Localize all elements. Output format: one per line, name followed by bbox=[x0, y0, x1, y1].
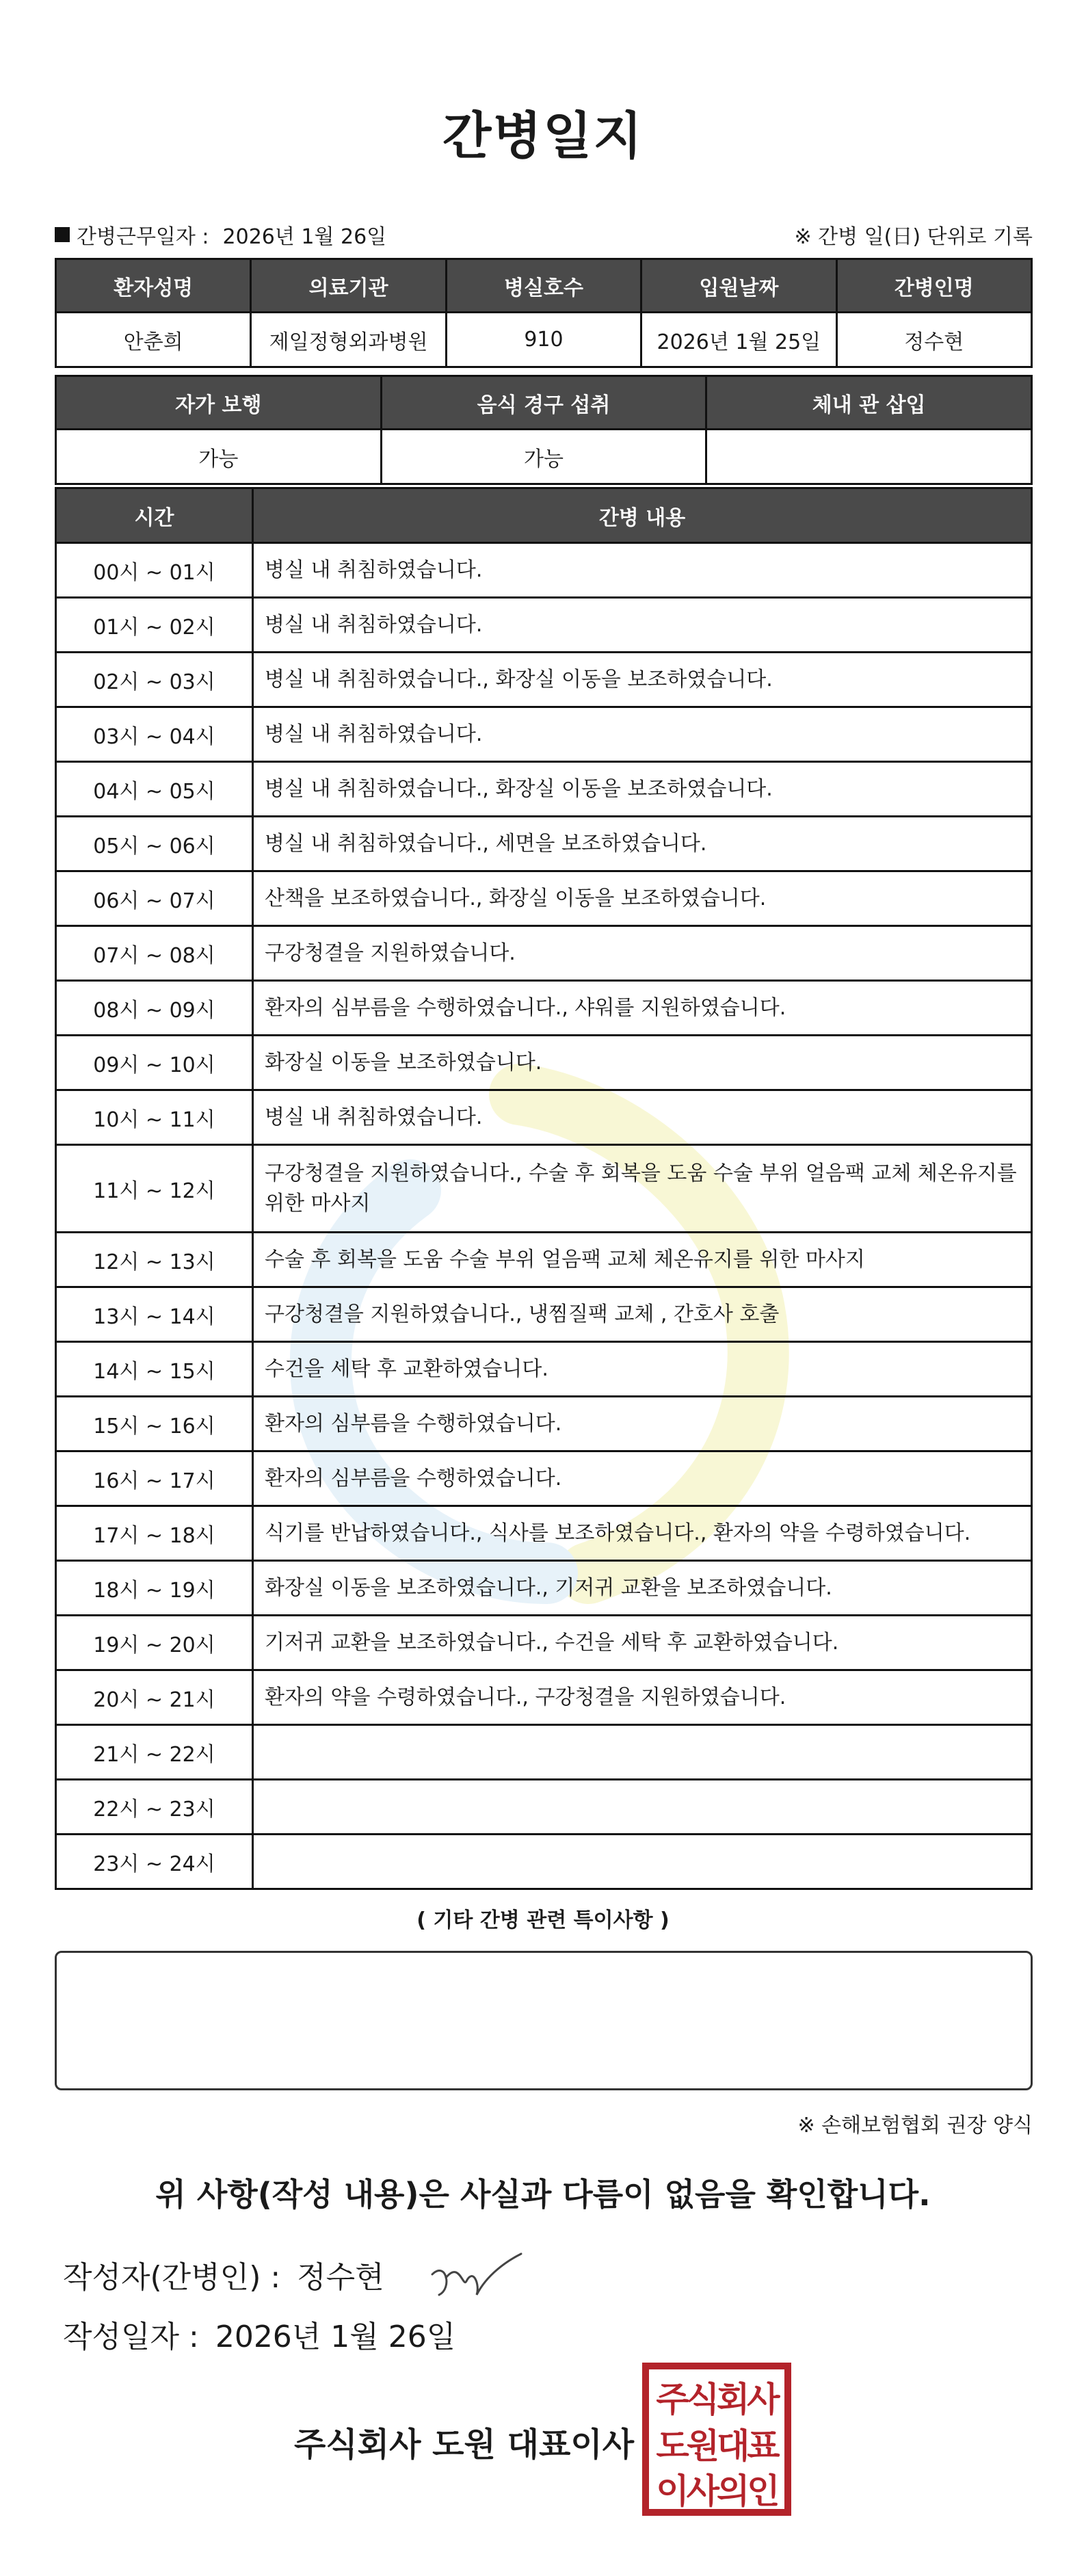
log-time: 09시 ~ 10시 bbox=[56, 1036, 253, 1090]
company-seal-icon bbox=[641, 2362, 792, 2516]
remarks-box bbox=[55, 1951, 1033, 2090]
log-content: 구강청결을 지원하였습니다. bbox=[253, 926, 1032, 981]
company-representative: 주식회사 도원 대표이사 bbox=[294, 2426, 635, 2464]
unit-note: ※ 간병 일(日) 단위로 기록 bbox=[794, 225, 1033, 249]
log-time: 11시 ~ 12시 bbox=[56, 1145, 253, 1233]
header-oral-intake: 음식 경구 섭취 bbox=[381, 376, 706, 430]
writer-name: 정수현 bbox=[297, 2260, 384, 2295]
log-row bbox=[56, 1506, 1032, 1561]
work-date-value: 2026년 1월 26일 bbox=[222, 225, 387, 249]
signature-icon bbox=[425, 2247, 528, 2302]
log-row bbox=[56, 1835, 1032, 1889]
log-row bbox=[56, 1561, 1032, 1616]
header-patient-name: 환자성명 bbox=[56, 259, 251, 313]
written-date-line bbox=[63, 2312, 455, 2356]
work-date-label: 간병근무일자 : bbox=[77, 225, 209, 249]
log-time: 23시 ~ 24시 bbox=[56, 1835, 253, 1889]
log-row bbox=[56, 598, 1032, 653]
log-time: 04시 ~ 05시 bbox=[56, 762, 253, 817]
black-square-icon bbox=[55, 227, 70, 242]
log-time: 07시 ~ 08시 bbox=[56, 926, 253, 981]
header-caregiver-name: 간병인명 bbox=[836, 259, 1031, 313]
log-time: 14시 ~ 15시 bbox=[56, 1342, 253, 1397]
log-row bbox=[56, 1090, 1032, 1145]
log-content: 병실 내 취침하였습니다., 세면을 보조하였습니다. bbox=[253, 817, 1032, 871]
document-title: 간병일지 bbox=[442, 107, 644, 166]
log-time: 03시 ~ 04시 bbox=[56, 707, 253, 762]
log-content: 병실 내 취침하였습니다. bbox=[253, 707, 1032, 762]
caregiver-name: 정수현 bbox=[836, 313, 1031, 367]
oral-intake-value: 가능 bbox=[381, 430, 706, 484]
log-time: 08시 ~ 09시 bbox=[56, 981, 253, 1036]
log-content: 환자의 심부름을 수행하였습니다., 샤워를 지원하였습니다. bbox=[253, 981, 1032, 1036]
log-content: 환자의 심부름을 수행하였습니다. bbox=[253, 1451, 1032, 1506]
confirmation-statement: 위 사항(작성 내용)은 사실과 다름이 없음을 확인합니다. bbox=[155, 2176, 931, 2213]
log-row bbox=[56, 543, 1032, 598]
log-content: 환자의 약을 수령하였습니다., 구강청결을 지원하였습니다. bbox=[253, 1670, 1032, 1725]
log-row bbox=[56, 1233, 1032, 1287]
log-content: 산책을 보조하였습니다., 화장실 이동을 보조하였습니다. bbox=[253, 871, 1032, 926]
log-row bbox=[56, 1287, 1032, 1342]
writer-line bbox=[63, 2247, 528, 2302]
log-content: 수건을 세탁 후 교환하였습니다. bbox=[253, 1342, 1032, 1397]
hospital-name: 제일정형외과병원 bbox=[251, 313, 446, 367]
self-walking-value: 가능 bbox=[56, 430, 382, 484]
log-content: 구강청결을 지원하였습니다., 냉찜질팩 교체 , 간호사 호출 bbox=[253, 1287, 1032, 1342]
log-row bbox=[56, 653, 1032, 707]
work-date-field bbox=[55, 220, 386, 250]
log-row bbox=[56, 981, 1032, 1036]
patient-name: 안춘희 bbox=[56, 313, 251, 367]
log-row bbox=[56, 1342, 1032, 1397]
log-time: 10시 ~ 11시 bbox=[56, 1090, 253, 1145]
log-time: 12시 ~ 13시 bbox=[56, 1233, 253, 1287]
header-self-walking: 자가 보행 bbox=[56, 376, 382, 430]
info-value-row bbox=[56, 313, 1032, 367]
log-row bbox=[56, 1036, 1032, 1090]
log-row bbox=[56, 871, 1032, 926]
log-time: 01시 ~ 02시 bbox=[56, 598, 253, 653]
patient-info-table bbox=[55, 258, 1033, 368]
header-room: 병실호수 bbox=[446, 259, 641, 313]
svg-text:도원대표: 도원대표 bbox=[656, 2426, 778, 2466]
meta-row bbox=[55, 218, 1033, 252]
log-body bbox=[56, 543, 1032, 1889]
log-time: 15시 ~ 16시 bbox=[56, 1397, 253, 1451]
admission-date: 2026년 1월 25일 bbox=[641, 313, 836, 367]
log-row bbox=[56, 1780, 1032, 1835]
log-content: 화장실 이동을 보조하였습니다. bbox=[253, 1036, 1032, 1090]
remarks-title: ( 기타 간병 관련 특이사항 ) bbox=[416, 1908, 670, 1932]
log-row bbox=[56, 1725, 1032, 1780]
log-time: 22시 ~ 23시 bbox=[56, 1780, 253, 1835]
svg-text:주식회사: 주식회사 bbox=[656, 2380, 778, 2419]
header-hospital: 의료기관 bbox=[251, 259, 446, 313]
log-time: 06시 ~ 07시 bbox=[56, 871, 253, 926]
log-time: 00시 ~ 01시 bbox=[56, 543, 253, 598]
status-header-row bbox=[56, 376, 1032, 430]
log-time: 02시 ~ 03시 bbox=[56, 653, 253, 707]
header-care-content: 간병 내용 bbox=[253, 488, 1032, 543]
log-row bbox=[56, 1670, 1032, 1725]
written-date-label: 작성일자 : bbox=[63, 2319, 199, 2354]
log-content bbox=[253, 1835, 1032, 1889]
log-content: 병실 내 취침하였습니다. bbox=[253, 543, 1032, 598]
tube-insertion-value bbox=[706, 430, 1032, 484]
log-row bbox=[56, 762, 1032, 817]
log-row bbox=[56, 1397, 1032, 1451]
log-content: 수술 후 회복을 도움 수술 부위 얼음팩 교체 체온유지를 위한 마사지 bbox=[253, 1233, 1032, 1287]
written-date-value: 2026년 1월 26일 bbox=[215, 2319, 456, 2354]
room-number: 910 bbox=[446, 313, 641, 367]
log-content bbox=[253, 1725, 1032, 1780]
header-tube-insertion: 체내 관 삽입 bbox=[706, 376, 1032, 430]
log-row bbox=[56, 817, 1032, 871]
log-row bbox=[56, 926, 1032, 981]
log-time: 16시 ~ 17시 bbox=[56, 1451, 253, 1506]
log-time: 18시 ~ 19시 bbox=[56, 1561, 253, 1616]
log-content: 병실 내 취침하였습니다. bbox=[253, 1090, 1032, 1145]
header-time: 시간 bbox=[56, 488, 253, 543]
care-log-table bbox=[55, 487, 1033, 1890]
log-content: 기저귀 교환을 보조하였습니다., 수건을 세탁 후 교환하였습니다. bbox=[253, 1616, 1032, 1670]
log-time: 13시 ~ 14시 bbox=[56, 1287, 253, 1342]
log-content: 병실 내 취침하였습니다. bbox=[253, 598, 1032, 653]
log-time: 20시 ~ 21시 bbox=[56, 1670, 253, 1725]
svg-text:이사의인: 이사의인 bbox=[656, 2471, 778, 2511]
log-content: 병실 내 취침하였습니다., 화장실 이동을 보조하였습니다. bbox=[253, 653, 1032, 707]
log-time: 05시 ~ 06시 bbox=[56, 817, 253, 871]
log-row bbox=[56, 1451, 1032, 1506]
log-content: 식기를 반납하였습니다., 식사를 보조하였습니다., 환자의 약을 수령하였습니다. bbox=[253, 1506, 1032, 1561]
log-time: 19시 ~ 20시 bbox=[56, 1616, 253, 1670]
recommend-note: ※ 손해보험협회 권장 양식 bbox=[797, 2114, 1033, 2138]
log-content: 구강청결을 지원하였습니다., 수술 후 회복을 도움 수술 부위 얼음팩 교체 체온유지를 위한 마사지 bbox=[253, 1145, 1032, 1233]
log-content bbox=[253, 1780, 1032, 1835]
log-row bbox=[56, 1616, 1032, 1670]
header-admission-date: 입원날짜 bbox=[641, 259, 836, 313]
log-content: 병실 내 취침하였습니다., 화장실 이동을 보조하였습니다. bbox=[253, 762, 1032, 817]
writer-label: 작성자(간병인) : bbox=[63, 2260, 281, 2295]
log-content: 화장실 이동을 보조하였습니다., 기저귀 교환을 보조하였습니다. bbox=[253, 1561, 1032, 1616]
log-time: 17시 ~ 18시 bbox=[56, 1506, 253, 1561]
log-time: 21시 ~ 22시 bbox=[56, 1725, 253, 1780]
info-header-row bbox=[56, 259, 1032, 313]
log-row bbox=[56, 1145, 1032, 1233]
log-content: 환자의 심부름을 수행하였습니다. bbox=[253, 1397, 1032, 1451]
status-value-row bbox=[56, 430, 1032, 484]
log-header-row bbox=[56, 488, 1032, 543]
log-row bbox=[56, 707, 1032, 762]
patient-status-table bbox=[55, 375, 1033, 485]
